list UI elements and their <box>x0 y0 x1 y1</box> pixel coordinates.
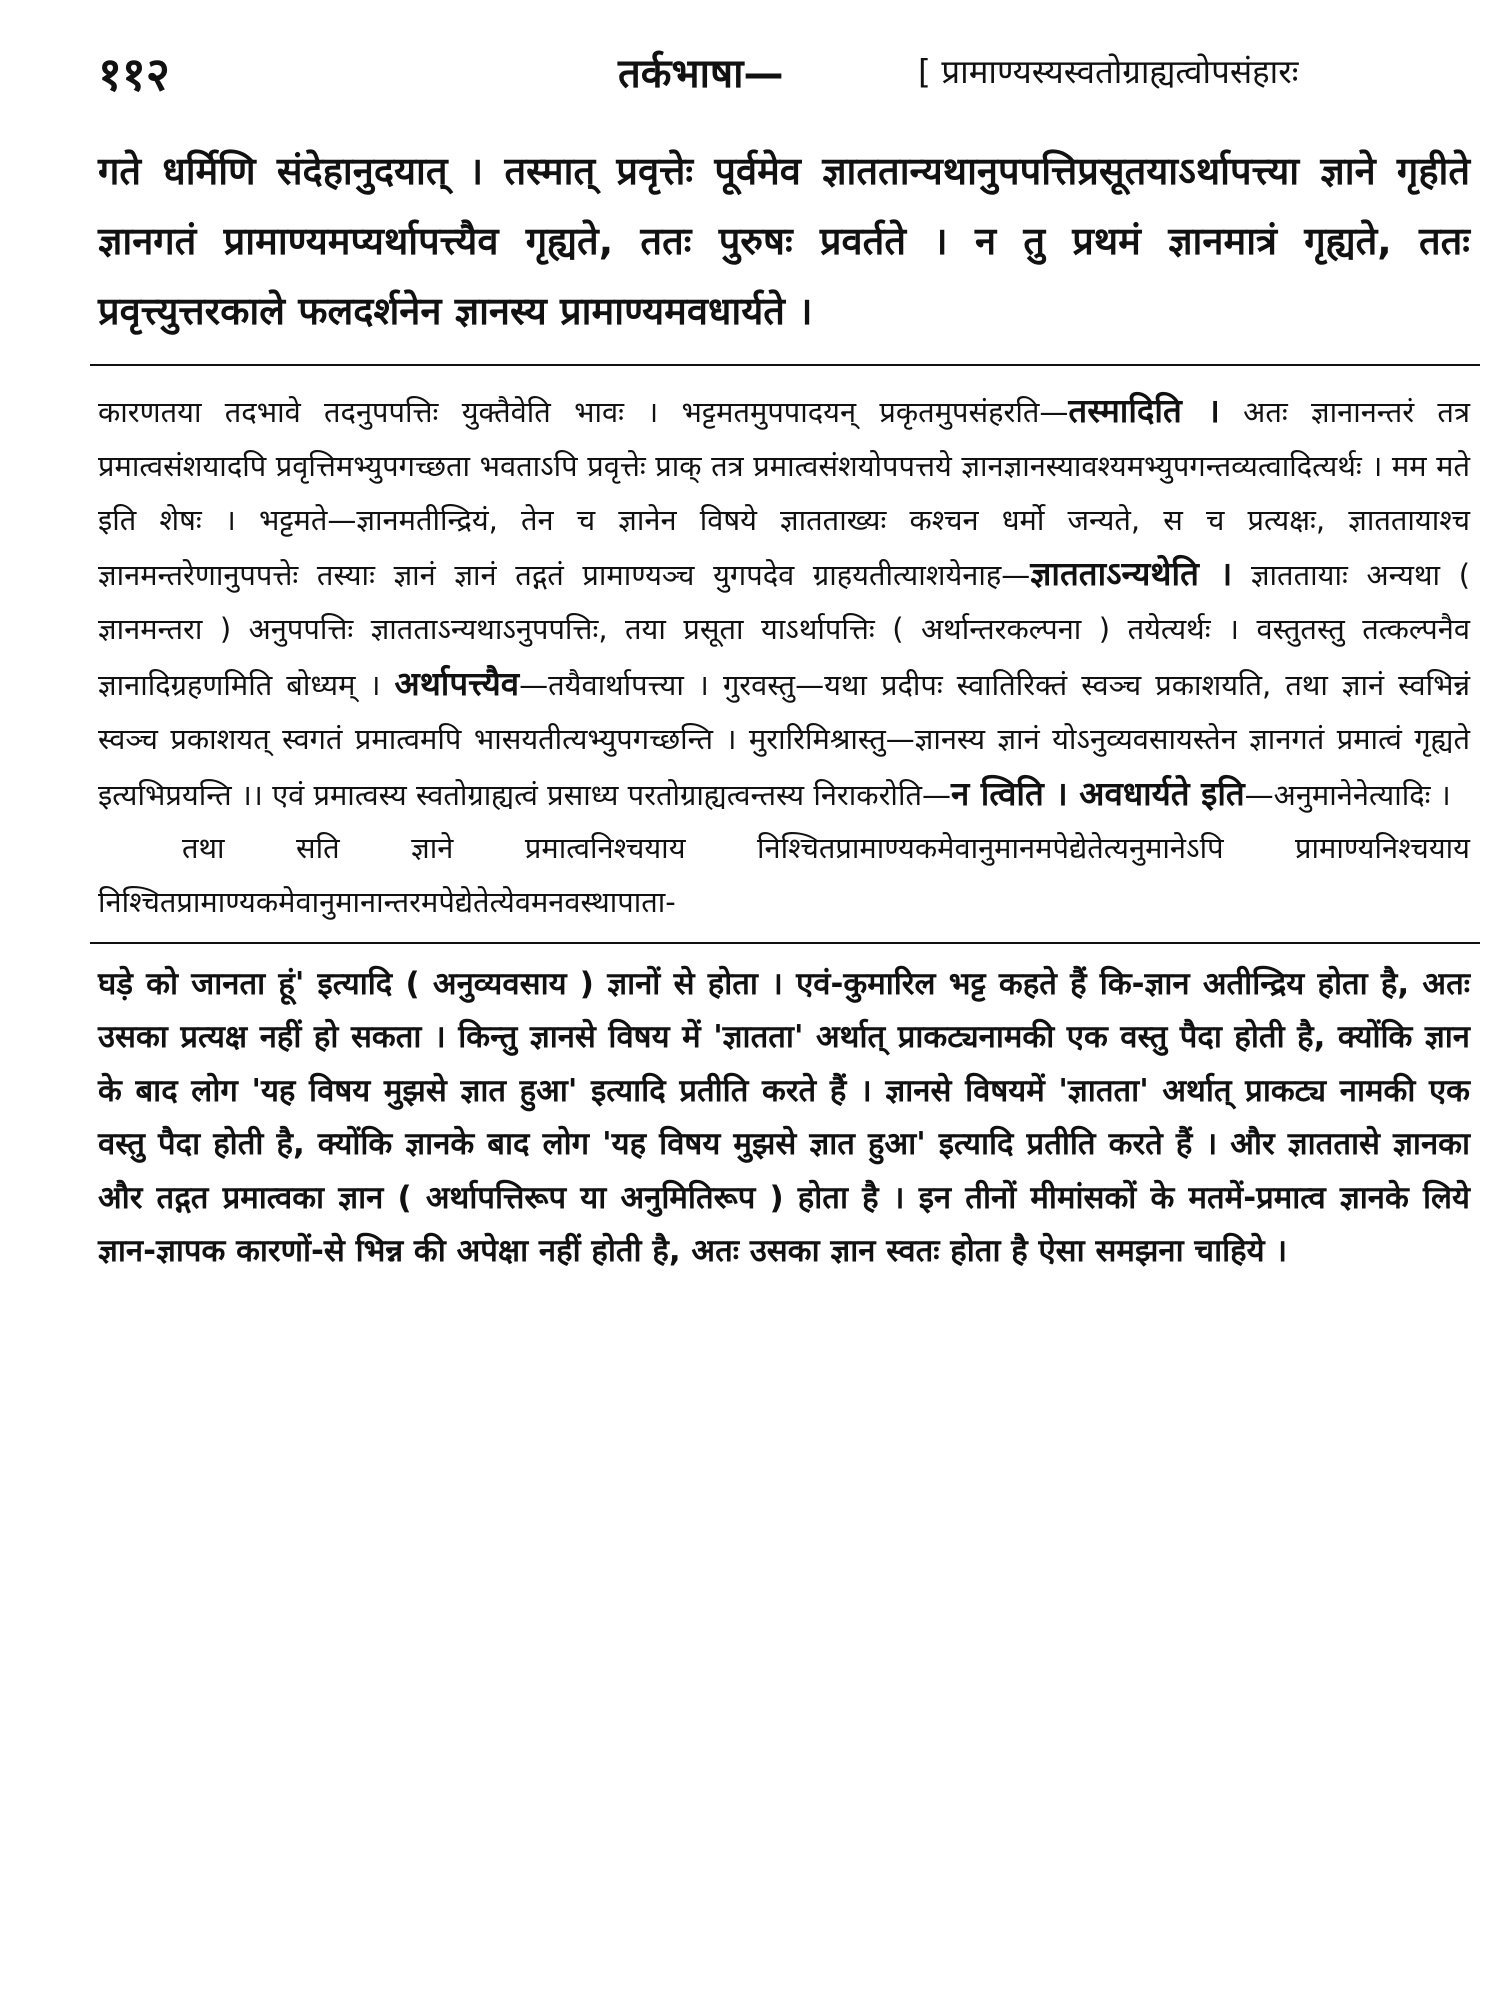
commentary-lemma: तस्मादिति । <box>1068 391 1220 430</box>
commentary-text: कारणतया तदभावे तदनुपपत्तिः युक्तैवेति भावः । भट्टमतमुपपादयन् प्रकृतमुपसंहरति— <box>98 395 1069 429</box>
root-text: गते धर्मिणि संदेहानुदयात् । तस्मात् प्रवृत्तेः पूर्वमेव ज्ञाततान्यथानुपपत्तिप्रसूतयाऽर्थापत्त्या ज्ञाने गृहीते ज्ञानगतं प्रामाण्यमप्यर्थापत्त्यैव गृह्यते, ततः पुरुषः प्रवर्तते । न तु प्रथमं ज्ञानमात्रं गृह्यते, ततः प्रवृत्त्युत्तरकाले फलदर्शनेन ज्ञानस्य प्रामाण्यमवधार्यते । <box>98 149 1470 333</box>
commentary-paragraph <box>98 384 1470 822</box>
commentary-text: ज्ञाततायाः अन्यथा ( ज्ञानमन्तरा ) अनुपपत्तिः ज्ञातताऽन्यथाऽनुपपत्तिः, तया प्रसूता याऽर्थापत्तिः ( अर्थान्तरकल्पना ) तयेत्यर्थः । वस्तुतस्तु तत्कल्पनैव ज्ञानादिग्रहणमिति बोध्यम् । <box>98 558 1471 702</box>
commentary-paragraph: तथा सति ज्ञाने प्रमात्वनिश्चयाय निश्चितप्रामाण्यकमेवानुमानमपेद्येतेत्यनुमानेऽपि प्रामाण्यनिश्चयाय निश्चितप्रामाण्यकमेवानुमानान्तरमपेद्येतेत्येवमनवस्थापाता- <box>98 831 1470 920</box>
commentary-text: अतः ज्ञानानन्तरं तत्र प्रमात्वसंशयादपि प्रवृत्तिमभ्युपगच्छता भवताऽपि प्रवृत्तेः प्राक् तत्र प्रमात्वसंशयोपपत्तये ज्ञानज्ञानस्यावश्यमभ्युपगन्तव्यत्वादित्यर्थः । मम मते इति शेषः । भट्टमते—ज्ञानमतीन्द्रियं, तेन च ज्ञानेन विषये ज्ञातताख्यः कश्चन धर्मो जन्यते, स च प्रत्यक्षः, ज्ञाततायाश्च ज्ञानमन्तरेणानुपपत्तेः तस्याः ज्ञानं ज्ञानं तद्गतं प्रामाण्यञ्च युगपदेव ग्राहयतीत्याशयेनाह— <box>98 395 1470 593</box>
divider-rule <box>90 364 1480 366</box>
commentary-text: —तयैवार्थापत्त्या । गुरवस्तु—यथा प्रदीपः स्वातिरिक्तं स्वञ्च प्रकाशयति, तथा ज्ञानं स्वभिन्नं स्वञ्च प्रकाशयत् स्वगतं प्रमात्वमपि भासयतीत्यभ्युपगच्छन्ति । मुरारिमिश्रास्तु—ज्ञानस्य ज्ञानं योऽनुव्यवसायस्तेन ज्ञानगतं प्रमात्वं गृह्यते इत्यभिप्रयन्ति ।। एवं प्रमात्वस्य स्वतोग्राह्यत्वं प्रसाध्य परतोग्राह्यत्वन्तस्य निराकरोति— <box>98 667 1470 812</box>
book-page <box>98 38 1478 1279</box>
page-header <box>98 38 1478 102</box>
section-heading: [ प्रामाण्यस्यस्वतोग्राह्यत्वोपसंहारः <box>918 52 1299 91</box>
commentary-lemma: ज्ञातताऽन्यथेति । <box>1030 554 1233 594</box>
commentary-lemma: न त्विति । <box>950 773 1068 813</box>
commentary-lemma: अर्थापत्त्यैव <box>394 663 520 703</box>
commentary <box>98 384 1470 930</box>
commentary-text: —अनुमानेनेत्यादिः । <box>1244 777 1451 812</box>
commentary-lemma: अवधार्यते इति <box>1067 773 1245 813</box>
running-title: तर्कभाषा— <box>618 51 784 97</box>
divider-rule <box>90 942 1480 944</box>
hindi-translation: घड़े को जानता हूं' इत्यादि ( अनुव्यवसाय ) ज्ञानों से होता । एवं-कुमारिल भट्ट कहते हैं कि-ज्ञान अतीन्द्रिय होता है, अतः उसका प्रत्यक्ष नहीं हो सकता । किन्तु ज्ञानसे विषय में 'ज्ञातता' अर्थात् प्राकट्यनामकी एक वस्तु पैदा होती है, क्योंकि ज्ञान के बाद लोग 'यह विषय मुझसे ज्ञात हुआ' इत्यादि प्रतीति करते हैं । ज्ञानसे विषयमें 'ज्ञातता' अर्थात् प्राकट्य नामकी एक वस्तु पैदा होती है, क्योंकि ज्ञानके बाद लोग 'यह विषय मुझसे ज्ञात हुआ' इत्यादि प्रतीति करते हैं । और ज्ञाततासे ज्ञानका और तद्गत प्रमात्वका ज्ञान ( अर्थापत्तिरूप या अनुमितिरूप ) होता है । इन तीनों मीमांसकों के मतमें-प्रमात्व ज्ञानके लिये ज्ञान-ज्ञापक कारणों-से भिन्न की अपेक्षा नहीं होती है, अतः उसका ज्ञान स्वतः होता है ऐसा समझना चाहिये । <box>98 965 1470 1270</box>
page-number: ११२ <box>98 47 170 101</box>
